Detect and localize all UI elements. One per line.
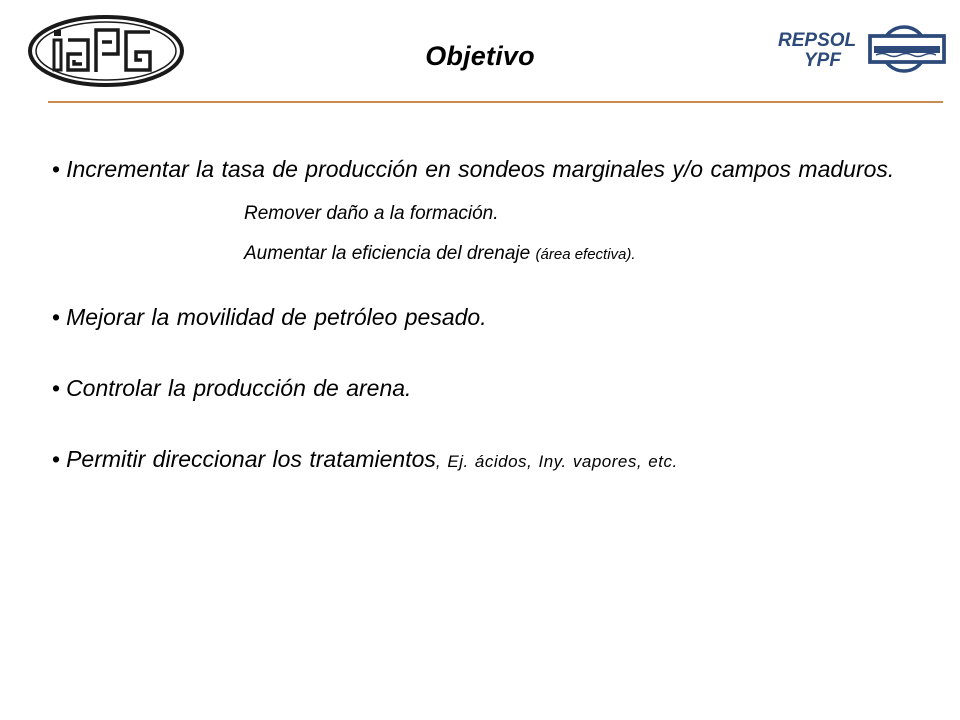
list-item — [52, 152, 932, 187]
sub-item-text: Remover daño a la formación. — [244, 203, 499, 224]
bullet-glyph: • — [52, 375, 61, 401]
sub-item-text: Aumentar la eficiencia del drenaje — [244, 243, 531, 264]
bullet-glyph: • — [52, 304, 61, 330]
bullet-text: Mejorar la movilidad de petróleo pesado. — [66, 304, 487, 330]
sub-item — [244, 203, 932, 225]
sub-item-note: (área efectiva). — [535, 246, 636, 263]
list-item — [52, 300, 932, 335]
ypf-logo-text: YPF — [804, 50, 841, 71]
repsol-ypf-logo-icon — [776, 18, 948, 76]
page-title: Objetivo — [425, 41, 535, 71]
objectives-list — [52, 152, 932, 479]
header-divider — [48, 101, 943, 103]
bullet-aside: , Ej. ácidos, Iny. vapores, etc. — [435, 452, 678, 471]
bullet-text: Controlar la producción de arena. — [66, 375, 412, 401]
list-item — [52, 371, 932, 406]
bullet-text: Permitir direccionar los tratamientos — [66, 446, 436, 472]
bullet-glyph: • — [52, 156, 61, 182]
bullet-glyph: • — [52, 446, 61, 472]
repsol-logo-text: REPSOL — [778, 30, 857, 51]
bullet-text: Incrementar la tasa de producción en sondeos marginales y/o campos maduros. — [66, 156, 895, 182]
sub-item — [244, 243, 932, 266]
list-item — [52, 442, 932, 479]
